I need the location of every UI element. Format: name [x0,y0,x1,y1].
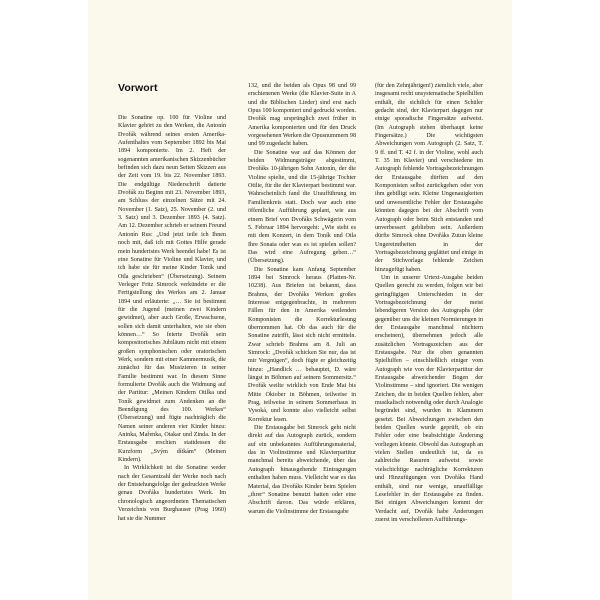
paragraph: 132, und die beiden als Opus 98 und 99 erschienenen Werke (die Klavier-Suite in A und die Biblischen Lieder) sind erst nach Opus 100 komponiert und gedruckt worden. Dvořák mag ursprünglich zwei früher in Amerika komponierten und für den Druck vorgesehenen Werken die Opusnummern 98 und 99 zugedacht haben. [248,83,356,148]
paragraph: Die Sonatine op. 100 für Violine und Klavier gehört zu den Werken, die Antonín Dvořák während seines ersten Amerika-Aufenthaltes vom September 1892 bis Mai 1894 komponierte. Im 2. Heft der sogenannten amerikanischen Skizzenbücher befinden sich dazu neun Seiten Skizzen aus der Zeit vom 19. bis 22. November 1893. Die endgültige Niederschrift datierte Dvořák zu Beginn mit 23. November 1893, am Schluss der einzelnen Sätze mit 24. November (1. Satz), 25. November (2. und 3. Satz) und 3. Dezember 1893 (4. Satz). Am 12. Dezember schrieb er seinem Freund Antonín Rus: „Und jetzt teile ich Ihnen noch mit, daß ich mit Gottes Hilfe gerade mein hundertstes Werk beendet habe! Es ist eine Sonatine für Violine und Klavier, und ich habe sie für meine Kinder Toník und Otla geschrieben“ (Übersetzung). Seinem Verleger Fritz Simrock verkündete er die Fertigstellung des Werkes am 2. Januar 1894 und erläuterte: „… Sie ist bestimmt für die Jugend (meinen zwei Kindern gewidmet), aber auch Große, Erwachsene, sollen sich damit unterhalten, wie sie eben können…“ So feierte Dvořák sein kompositorisches Jubiläum nicht mit einem großen symphonischen oder oratorischen Werk, sondern mit einer Kammermusik, die zunächst für das Musizieren in seiner Familie bestimmt war. In diesem Sinne formulierte Dvořák auch die Widmung auf der Partitur: „Meinen Kindern Otilka und Toník gewidmet zum Andenken an die Beendigung des 100. Werkes“ (Übersetzung) und fügte nachträglich die Namen seiner anderen vier Kinder hinzu: Aninka, Mařenka, Otakar und Zinda. In der Erstausgabe erschien stattdessen die Kurzform „Svým dítkám“ (Meinen Kindern). [118,115,226,464]
text-column-2 [248,82,356,516]
paragraph: Die Sonatine kam Anfang September 1894 bei Simrock heraus (Platten-Nr. 10238). Aus Briefen ist bekannt, dass Brahms, der Dvořáks Werken großes Interesse entgegenbrachte, in mehreren Fällen für den in Amerika weilenden Komponisten die Korrekturlesung übernommen hat. Ob das auch für die Sonatine zutrifft, lässt sich nicht ermitteln. Zwar schrieb Brahms am 8. Juli an Simrock: „Dvořák schicken Sie nur, das ist mir Vergnügen“, doch fügte er gleichzeitig hinzu: „Handlick … behauptet, D. wäre längst in Böhmen auf seinem Sommersitz.“ Dvořák weilte wirklich von Ende Mai bis Mitte Oktober in Böhmen, teilweise in Prag, teilweise in seinem Sommerhaus in Vysoká, und konnte also vielleicht selbst Korrektur lesen. [248,266,356,423]
paragraph: Um in unserer Urtext-Ausgabe beiden Quellen gerecht zu werden, folgen wir bei geringfügigen Unterschieden in der Vortragsbezeichnung der meist lebendigeren Version des Autographs (der gegenüber uns die kleinen Normierungen in der Erstausgabe manchmal nüchtern erscheinen), übernehmen jedoch alle zusätzlichen Vortragszeichen aus der Erstausgabe. Nur die oben genannten Spielhilfen – einschließlich einiger vom Autograph wie von der Klavierpartitur der Erstausgabe abweichender Bogen der Violinstimme – sind ignoriert. Die wenigen Zeichen, die in beiden Quellen fehlen, aber musikalisch notwendig oder durch Analogie begründet sind, wurden in Klammern gesetzt. Bei Abweichungen zwischen den beiden Quellen wurde geprüft, ob ein Fehler oder eine beabsichtigte Änderung vorliegen könnte. Obwohl das Autograph an vielen Stellen undeutlich ist, da es zahlreiche Rasuren aufweist sowie vielschichtige nachträgliche Korrekturen und Hinzufügungen von Dvořáks Hand enthält, sind nur wenige, unauffällige Lesefehler in der Erstausgabe zu finden. Bei einigen Abweichungen kommt der Verdacht auf, Dvořák habe Änderungen zuerst im verschollenen Aufführungs- [375,274,483,523]
text-column-3 [375,82,483,524]
text-column-1 [118,114,226,523]
paragraph: In Wirklichkeit ist die Sonatine weder nach der Gesamtzahl der Werke noch nach der Entstehungsfolge der gedruckten Werke genau Dvořáks hundertstes Werk. Im chronologisch angeordneten Thematischen Verzeichnis von Burghauser (Prag 1960) hat sie die Nummer [118,465,226,522]
paragraph: Die Sonatine war auf das Können der beiden Widmungsträger abgestimmt, Dvořáks 10-jährigen Sohn Antonín, der die Violine spielte, und die 15-jährige Tochter Otilie, für die der Klavierpart bestimmt war. Wahrscheinlich fand die Uraufführung im Familienkreis statt. Doch war auch eine öffentliche Aufführung geplant, wie aus einem Brief von Dvořáks Schwägerin vom 5. Februar 1894 hervorgeht: „Wie steht es mit dem Konzert, in dem Toník und Otla Ihre Sonata oder was es ist spielen sollen? Das wird eine Aufregung geben…“ (Übersetzung). [248,149,356,265]
paragraph: Die Erstausgabe bei Simrock geht nicht direkt auf das Autograph zurück, sondern auf ein unbekanntes Aufführungsmaterial, das in Violinstimme und Klavierpartitur manchmal bereits abweichende, über das Autograph hinausgehende Eintragungen enthalten haben muss. Vielleicht war es das Material, das Dvořáks Kinder beim Spielen „ihrer“ Sonatine benutzt hatten oder eine Abschrift davon. Das würde erklären, warum die Violinstimme der Erstausgabe [248,425,356,515]
document-page [88,0,512,600]
paragraph: (für den Zehnjährigen!) ziemlich viele, aber insgesamt recht unsystematische Spielhilfen enthält, die sichtlich für einen Schüler gedacht sind, der Klavierpart dagegen nur einige sporadische Fingersätze aufweist. (Im Autograph stehen überhaupt keine Fingersätze.) Die wichtigsten Abweichungen vom Autograph (2. Satz, T. 9 ff. und T. 42 f. in der Violine, wohl auch T. 35 im Klavier) und verschiedene im Autograph fehlende Vortragsbezeichnungen der Erstausgabe dürften auf den Komponisten selbst zurückgehen oder von ihm gebilligt sein. Kleine Ungenauigkeiten und unwesentliche Fehler der Erstausgabe könnten dagegen bei der Abschrift vom Autograph oder beim Stich entstanden und unverbessert geblieben sein. Außerdem dürfte Simrock ohne Dvořáks Zutun kleine Ungereimtheiten in der Vortragsbezeichnung geglättet und einige in der Stichvorlage fehlende Zeichen hinzugefügt haben. [375,83,483,273]
page-heading: Vorwort [118,82,158,94]
